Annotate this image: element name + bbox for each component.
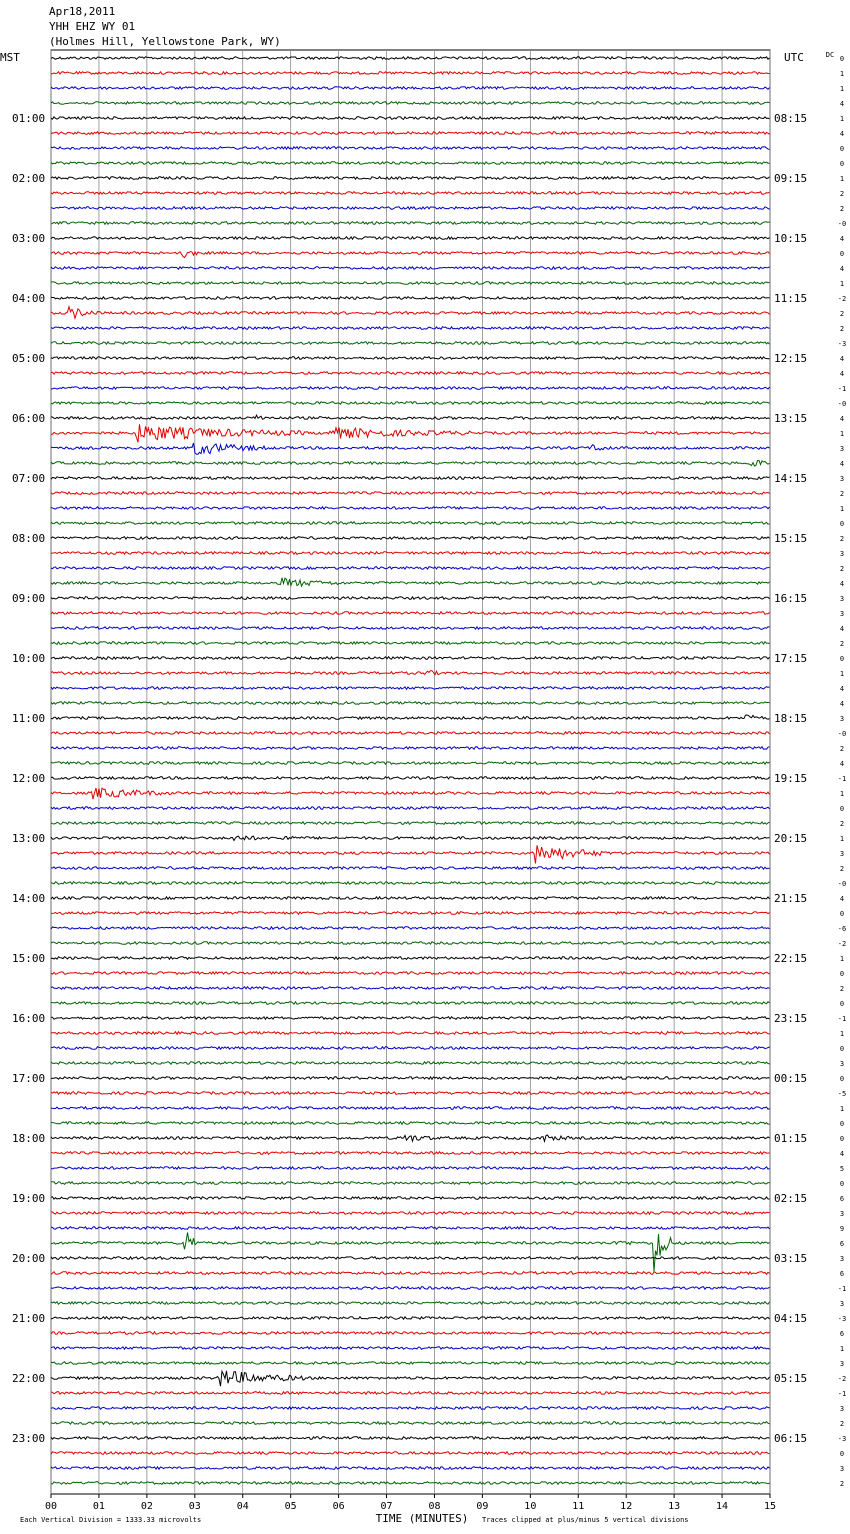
hour-label-mst: 23:00 — [12, 1432, 46, 1445]
trace-1 — [51, 72, 770, 75]
trace-6 — [51, 147, 770, 150]
x-tick-label: 06 — [332, 1501, 345, 1512]
x-tick-label: 09 — [476, 1501, 489, 1512]
hour-label-utc: 17:15 — [774, 652, 808, 665]
dc-offset-value: 0 — [839, 160, 845, 168]
trace-2 — [51, 87, 770, 90]
trace-11 — [51, 222, 770, 225]
dc-offset-value: 4 — [839, 700, 845, 708]
dc-offset-value: -3 — [837, 1315, 847, 1323]
hour-label-mst: 14:00 — [12, 892, 46, 905]
trace-86 — [51, 1347, 770, 1350]
dc-offset-value: -3 — [837, 340, 847, 348]
hour-label-utc: 20:15 — [774, 832, 808, 845]
trace-5 — [51, 132, 770, 135]
x-tick-label: 03 — [188, 1501, 201, 1512]
x-tick-label: 02 — [140, 1501, 153, 1512]
trace-85 — [51, 1332, 770, 1335]
trace-74 — [51, 1167, 770, 1170]
dc-offset-value: 0 — [839, 145, 845, 153]
trace-42 — [51, 687, 770, 690]
trace-3 — [51, 102, 770, 105]
dc-offset-value: 2 — [839, 640, 845, 648]
dc-offset-value: 2 — [839, 205, 845, 213]
dc-offset-value: -6 — [837, 925, 847, 933]
trace-50 — [51, 807, 770, 810]
trace-47 — [51, 762, 770, 765]
dc-offset-value: 0 — [839, 1135, 845, 1143]
trace-20 — [51, 357, 770, 360]
dc-offset-value: 2 — [839, 325, 845, 333]
trace-4 — [51, 117, 770, 120]
seismic-traces — [51, 57, 770, 1485]
trace-24 — [51, 415, 770, 419]
hour-label-utc: 14:15 — [774, 472, 808, 485]
hour-label-mst: 06:00 — [12, 412, 46, 425]
dc-offset-value: 2 — [839, 1420, 845, 1428]
dc-offset-value: -3 — [837, 1435, 847, 1443]
trace-7 — [51, 162, 770, 165]
dc-offset-value: 4 — [839, 895, 845, 903]
hour-label-utc: 04:15 — [774, 1312, 808, 1325]
station-code: YHH EHZ WY 01 — [49, 20, 136, 33]
trace-37 — [51, 612, 770, 615]
dc-offset-value: 0 — [839, 1000, 845, 1008]
trace-51 — [51, 822, 770, 825]
trace-66 — [51, 1047, 770, 1050]
trace-25 — [51, 424, 770, 442]
dc-offset-value: 1 — [839, 505, 845, 513]
hour-label-utc: 15:15 — [774, 532, 808, 545]
trace-35 — [51, 578, 770, 586]
dc-offset-value: 1 — [839, 1105, 845, 1113]
hour-label-mst: 05:00 — [12, 352, 46, 365]
hour-label-mst: 20:00 — [12, 1252, 46, 1265]
dc-offset-value: -1 — [837, 385, 847, 393]
x-tick-label: 10 — [524, 1501, 537, 1512]
trace-55 — [51, 882, 770, 885]
x-axis-title: TIME (MINUTES) — [375, 1512, 469, 1525]
dc-offset-value: -1 — [837, 1285, 847, 1293]
trace-77 — [51, 1212, 770, 1215]
dc-offset-value: 4 — [839, 130, 845, 138]
dc-offset-value: 1 — [839, 790, 845, 798]
hour-label-utc: 05:15 — [774, 1372, 808, 1385]
dc-offset-value: -0 — [837, 400, 847, 408]
trace-52 — [51, 836, 770, 840]
trace-49 — [51, 788, 770, 799]
dc-offset-value: 1 — [839, 1030, 845, 1038]
dc-offset-value: 6 — [839, 1195, 845, 1203]
trace-9 — [51, 192, 770, 195]
hour-label-mst: 17:00 — [12, 1072, 46, 1085]
trace-48 — [51, 777, 770, 780]
trace-64 — [51, 1017, 770, 1020]
plot-frame — [51, 50, 770, 1494]
trace-27 — [51, 461, 770, 467]
hour-label-mst: 08:00 — [12, 532, 46, 545]
dc-offset-value: 1 — [839, 835, 845, 843]
trace-94 — [51, 1467, 770, 1470]
dc-offset-value: 3 — [839, 610, 845, 618]
dc-offset-value: 0 — [839, 1180, 845, 1188]
trace-89 — [51, 1392, 770, 1395]
trace-61 — [51, 972, 770, 975]
hour-label-mst: 11:00 — [12, 712, 46, 725]
trace-31 — [51, 522, 770, 525]
trace-14 — [51, 267, 770, 270]
hour-label-mst: 07:00 — [12, 472, 46, 485]
hour-label-mst: 16:00 — [12, 1012, 46, 1025]
plot-date: Apr18,2011 — [49, 5, 116, 18]
trace-82 — [51, 1287, 770, 1290]
dc-offset-value: -2 — [837, 295, 847, 303]
trace-93 — [51, 1452, 770, 1455]
dc-offset-value: 3 — [839, 1255, 845, 1263]
dc-offset-value: 0 — [839, 910, 845, 918]
trace-60 — [51, 957, 770, 960]
dc-offset-value: 1 — [839, 85, 845, 93]
clip-note: Traces clipped at plus/minus 5 vertical divisions — [482, 1516, 689, 1524]
trace-8 — [51, 177, 770, 180]
dc-offset-value: 3 — [839, 850, 845, 858]
trace-76 — [51, 1197, 770, 1200]
dc-offset-value: 2 — [839, 565, 845, 573]
dc-offset-value: 4 — [839, 760, 845, 768]
trace-18 — [51, 327, 770, 330]
dc-offset-value: 2 — [839, 535, 845, 543]
dc-offset-value: 0 — [839, 1045, 845, 1053]
trace-43 — [51, 702, 770, 705]
dc-offset-value: 1 — [839, 670, 845, 678]
hour-label-utc: 11:15 — [774, 292, 808, 305]
x-tick-label: 08 — [428, 1501, 441, 1512]
trace-10 — [51, 207, 770, 210]
x-tick-label: 14 — [716, 1501, 729, 1512]
dc-label: DC — [825, 51, 835, 59]
dc-offset-value: 2 — [839, 1480, 845, 1488]
dc-offset-value: 6 — [839, 1330, 845, 1338]
trace-81 — [51, 1272, 770, 1275]
x-tick-label: 07 — [380, 1501, 393, 1512]
trace-65 — [51, 1032, 770, 1035]
hour-label-utc: 08:15 — [774, 112, 808, 125]
trace-38 — [51, 627, 770, 630]
hour-label-utc: 21:15 — [774, 892, 808, 905]
hour-label-mst: 03:00 — [12, 232, 46, 245]
dc-offset-value: 2 — [839, 745, 845, 753]
x-tick-label: 05 — [284, 1501, 297, 1512]
hour-label-utc: 06:15 — [774, 1432, 808, 1445]
trace-84 — [51, 1317, 770, 1320]
dc-offset-value: 6 — [839, 1240, 845, 1248]
trace-75 — [51, 1182, 770, 1185]
trace-0 — [51, 57, 770, 60]
trace-78 — [51, 1227, 770, 1230]
dc-offset-value: 4 — [839, 100, 845, 108]
dc-offset-value: 0 — [839, 655, 845, 663]
trace-80 — [51, 1257, 770, 1260]
trace-12 — [51, 237, 770, 240]
dc-offset-value: 1 — [839, 175, 845, 183]
hour-label-mst: 15:00 — [12, 952, 46, 965]
dc-offset-value: 4 — [839, 370, 845, 378]
hour-label-utc: 23:15 — [774, 1012, 808, 1025]
hour-label-utc: 18:15 — [774, 712, 808, 725]
trace-17 — [51, 307, 770, 319]
hour-label-mst: 21:00 — [12, 1312, 46, 1325]
dc-offset-value: 4 — [839, 625, 845, 633]
dc-offset-value: 9 — [839, 1225, 845, 1233]
dc-offset-value: 2 — [839, 820, 845, 828]
trace-73 — [51, 1152, 770, 1155]
trace-95 — [51, 1482, 770, 1485]
trace-58 — [51, 927, 770, 930]
trace-21 — [51, 372, 770, 375]
dc-offset-value: 0 — [839, 805, 845, 813]
x-tick-label: 12 — [620, 1501, 633, 1512]
trace-33 — [51, 552, 770, 555]
station-location: (Holmes Hill, Yellowstone Park, WY) — [49, 35, 281, 48]
dc-offset-value: 4 — [839, 580, 845, 588]
trace-34 — [51, 567, 770, 570]
dc-offset-value: 4 — [839, 235, 845, 243]
dc-offset-value: 4 — [839, 355, 845, 363]
trace-88 — [51, 1371, 770, 1386]
dc-offset-value: -0 — [837, 880, 847, 888]
dc-offset-value: 3 — [839, 1300, 845, 1308]
hour-label-utc: 09:15 — [774, 172, 808, 185]
dc-offset-value: -0 — [837, 220, 847, 228]
hour-label-utc: 22:15 — [774, 952, 808, 965]
hour-label-mst: 09:00 — [12, 592, 46, 605]
dc-offset-value: 0 — [839, 1450, 845, 1458]
trace-54 — [51, 867, 770, 870]
trace-69 — [51, 1092, 770, 1095]
dc-offset-value: 2 — [839, 865, 845, 873]
hour-label-mst: 19:00 — [12, 1192, 46, 1205]
trace-39 — [51, 642, 770, 645]
dc-offset-value: 1 — [839, 430, 845, 438]
hour-label-mst: 10:00 — [12, 652, 46, 665]
dc-offset-value: 1 — [839, 1345, 845, 1353]
hour-label-mst: 02:00 — [12, 172, 46, 185]
hour-label-utc: 10:15 — [774, 232, 808, 245]
trace-32 — [51, 537, 770, 540]
trace-62 — [51, 987, 770, 990]
trace-22 — [51, 387, 770, 390]
dc-offset-value: 5 — [839, 1165, 845, 1173]
dc-offset-value: -0 — [837, 730, 847, 738]
dc-offset-value: 1 — [839, 115, 845, 123]
dc-offset-value: 6 — [839, 1270, 845, 1278]
trace-70 — [51, 1107, 770, 1110]
x-tick-label: 00 — [44, 1501, 58, 1512]
dc-offset-value: 3 — [839, 445, 845, 453]
dc-offset-value: 3 — [839, 715, 845, 723]
right-timezone-label: UTC — [784, 51, 804, 64]
trace-16 — [51, 297, 770, 300]
hour-label-mst: 13:00 — [12, 832, 46, 845]
hour-label-mst: 22:00 — [12, 1372, 46, 1385]
x-tick-label: 13 — [668, 1501, 681, 1512]
trace-28 — [51, 477, 770, 480]
dc-offset-value: 1 — [839, 70, 845, 78]
trace-46 — [51, 747, 770, 750]
trace-90 — [51, 1407, 770, 1410]
dc-offset-value: 3 — [839, 1210, 845, 1218]
trace-68 — [51, 1077, 770, 1080]
hour-label-mst: 18:00 — [12, 1132, 46, 1145]
trace-72 — [51, 1135, 770, 1141]
hour-label-utc: 03:15 — [774, 1252, 808, 1265]
trace-15 — [51, 282, 770, 285]
hour-label-utc: 16:15 — [774, 592, 808, 605]
dc-offset-value: 2 — [839, 490, 845, 498]
trace-30 — [51, 507, 770, 510]
dc-offset-value: 4 — [839, 265, 845, 273]
trace-56 — [51, 897, 770, 900]
hour-label-mst: 12:00 — [12, 772, 46, 785]
dc-offset-value: 0 — [839, 1120, 845, 1128]
trace-59 — [51, 942, 770, 945]
hour-label-mst: 04:00 — [12, 292, 46, 305]
x-tick-label: 11 — [572, 1501, 585, 1512]
dc-offset-value: 4 — [839, 685, 845, 693]
trace-41 — [51, 671, 770, 675]
dc-offset-value: 3 — [839, 1465, 845, 1473]
trace-26 — [51, 443, 770, 454]
dc-offset-value: -1 — [837, 1015, 847, 1023]
trace-91 — [51, 1422, 770, 1425]
dc-offset-value: 4 — [839, 415, 845, 423]
dc-offset-value: 2 — [839, 190, 845, 198]
trace-71 — [51, 1122, 770, 1125]
dc-offset-value: 0 — [839, 1075, 845, 1083]
hour-label-utc: 01:15 — [774, 1132, 808, 1145]
trace-83 — [51, 1302, 770, 1305]
dc-offset-value: -2 — [837, 1375, 847, 1383]
trace-44 — [51, 715, 770, 719]
hour-label-utc: 02:15 — [774, 1192, 808, 1205]
x-tick-label: 01 — [92, 1501, 105, 1512]
trace-87 — [51, 1362, 770, 1365]
dc-offset-value: 0 — [839, 250, 845, 258]
hour-label-utc: 12:15 — [774, 352, 808, 365]
dc-offset-value: -5 — [837, 1090, 847, 1098]
x-tick-label: 15 — [763, 1501, 777, 1512]
trace-40 — [51, 657, 770, 660]
dc-offset-value: 3 — [839, 1405, 845, 1413]
dc-offset-value: 0 — [839, 970, 845, 978]
trace-67 — [51, 1062, 770, 1065]
dc-offset-value: 3 — [839, 595, 845, 603]
trace-53 — [51, 845, 770, 863]
trace-19 — [51, 342, 770, 345]
dc-offset-value: -1 — [837, 1390, 847, 1398]
hour-label-utc: 00:15 — [774, 1072, 808, 1085]
dc-offset-value: 3 — [839, 1060, 845, 1068]
left-timezone-label: MST — [0, 51, 20, 64]
dc-offset-value: 2 — [839, 985, 845, 993]
trace-45 — [51, 732, 770, 735]
scale-note: Each Vertical Division = 1333.33 microvolts — [20, 1516, 202, 1524]
trace-13 — [51, 251, 770, 257]
x-tick-label: 04 — [236, 1501, 249, 1512]
dc-offset-value: 4 — [839, 1150, 845, 1158]
dc-offset-value: 0 — [839, 520, 845, 528]
trace-57 — [51, 912, 770, 915]
hour-label-utc: 13:15 — [774, 412, 808, 425]
dc-offset-value: 4 — [839, 460, 845, 468]
dc-offset-value: 3 — [839, 1360, 845, 1368]
dc-offset-value: 1 — [839, 955, 845, 963]
trace-29 — [51, 492, 770, 495]
dc-offset-value: 1 — [839, 280, 845, 288]
dc-offset-value: 3 — [839, 550, 845, 558]
dc-offset-value: -2 — [837, 940, 847, 948]
trace-36 — [51, 597, 770, 600]
trace-92 — [51, 1437, 770, 1440]
trace-79 — [51, 1233, 770, 1272]
dc-offset-value: 2 — [839, 310, 845, 318]
dc-offset-value: 3 — [839, 475, 845, 483]
trace-63 — [51, 1002, 770, 1005]
trace-23 — [51, 402, 770, 405]
hour-label-mst: 01:00 — [12, 112, 46, 125]
dc-offset-value: 0 — [839, 55, 845, 63]
dc-offset-value: -1 — [837, 775, 847, 783]
hour-label-utc: 19:15 — [774, 772, 808, 785]
